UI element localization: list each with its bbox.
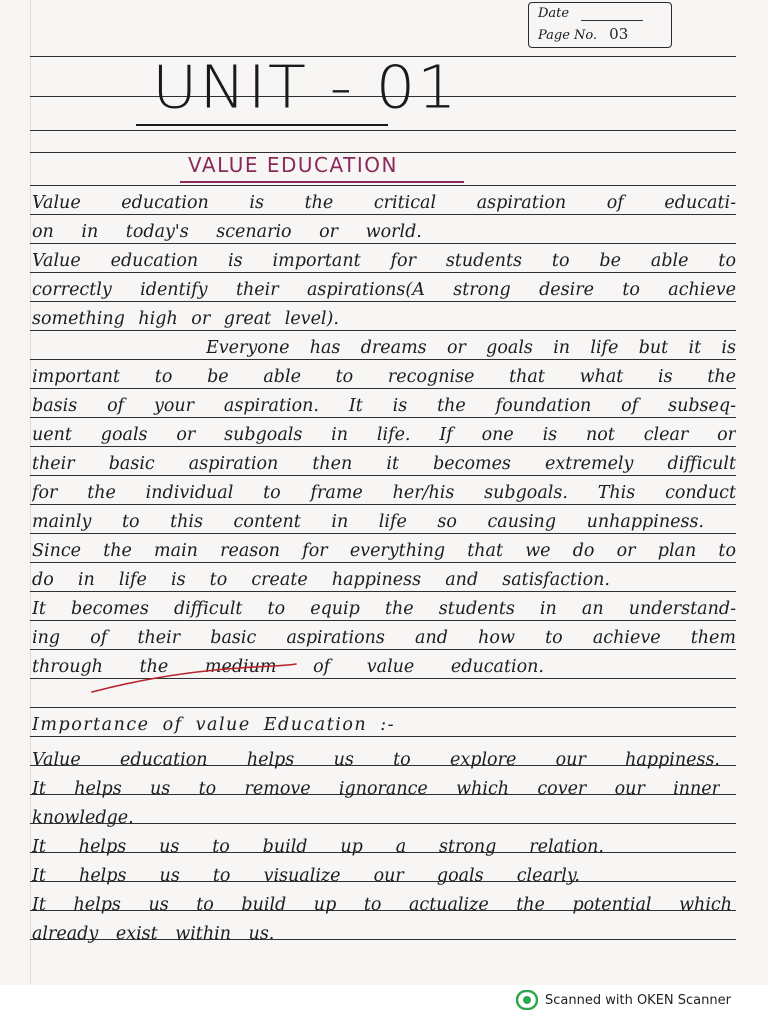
red-pen-stroke [90, 660, 300, 696]
oken-scanner-logo-icon [516, 990, 538, 1010]
ruled-line [30, 388, 736, 389]
page-margin-line [30, 0, 31, 985]
body-line: do in life is to create happiness and satisfaction. [32, 570, 610, 590]
importance-line: Value education helps us to explore our happiness. [32, 750, 720, 770]
page-number: 03 [609, 25, 629, 43]
importance-heading: Importance of value Education :- [32, 715, 396, 735]
ruled-line [30, 301, 736, 302]
page-no-label: Page No. [538, 28, 598, 43]
ruled-line [30, 330, 736, 331]
ruled-line [30, 533, 736, 534]
body-line: for the individual to frame her/his subgoals. This conduct [32, 483, 736, 503]
importance-line: It helps us to visualize our goals clearly. [32, 866, 580, 886]
ruled-line [30, 243, 736, 244]
ruled-line [30, 591, 736, 592]
body-line: Value education is important for students to be able to [32, 251, 736, 271]
body-line: Everyone has dreams or goals in life but it is [206, 338, 736, 358]
importance-line: already exist within us. [32, 924, 275, 944]
unit-title-underline [136, 124, 388, 126]
body-line: mainly to this content in life so causing unhappiness. [32, 512, 704, 532]
body-line: Since the main reason for everything that we do or plan to [32, 541, 736, 561]
ruled-line [30, 214, 736, 215]
body-line: their basic aspiration then it becomes extremely difficult [32, 454, 736, 474]
ruled-line [30, 504, 736, 505]
date-blank [581, 20, 643, 21]
section-heading-underline [180, 181, 464, 183]
ruled-line [30, 185, 736, 186]
body-line: correctly identify their aspirations(A strong desire to achieve [32, 280, 736, 300]
ruled-line [30, 446, 736, 447]
body-line: It becomes difficult to equip the students in an understand- [32, 599, 736, 619]
importance-line: It helps us to build up to actualize the potential which [32, 895, 732, 915]
body-line: through the medium of value education. [32, 657, 544, 677]
body-line: something high or great level). [32, 309, 339, 329]
body-line: important to be able to recognise that what is the [32, 367, 736, 387]
body-line: basis of your aspiration. It is the foundation of subseq- [32, 396, 736, 416]
body-line: on in today's scenario or world. [32, 222, 422, 242]
date-page-box [528, 2, 672, 48]
ruled-line [30, 562, 736, 563]
body-line: uent goals or subgoals in life. If one is not clear or [32, 425, 736, 445]
scanner-watermark [516, 989, 731, 1011]
date-row [538, 6, 643, 21]
ruled-line [30, 620, 736, 621]
ruled-line [30, 475, 736, 476]
unit-title: UNIT - 01 [152, 52, 459, 122]
importance-line: It helps us to build up a strong relation. [32, 837, 604, 857]
ruled-line [30, 272, 736, 273]
date-label: Date [538, 6, 570, 21]
ruled-line [30, 649, 736, 650]
scanner-text: Scanned with OKEN Scanner [545, 992, 731, 1008]
importance-line: It helps us to remove ignorance which cover our inner [32, 779, 720, 799]
ruled-line [30, 130, 736, 131]
page-no-row [538, 25, 628, 43]
ruled-line [30, 417, 736, 418]
ruled-line [30, 736, 736, 737]
section-heading: VALUE EDUCATION [188, 153, 398, 177]
importance-line: knowledge. [32, 808, 134, 828]
body-line: ing of their basic aspirations and how to achieve them [32, 628, 736, 648]
ruled-line [30, 359, 736, 360]
body-line: Value education is the critical aspiration of educati- [32, 193, 736, 213]
ruled-line [30, 707, 736, 708]
